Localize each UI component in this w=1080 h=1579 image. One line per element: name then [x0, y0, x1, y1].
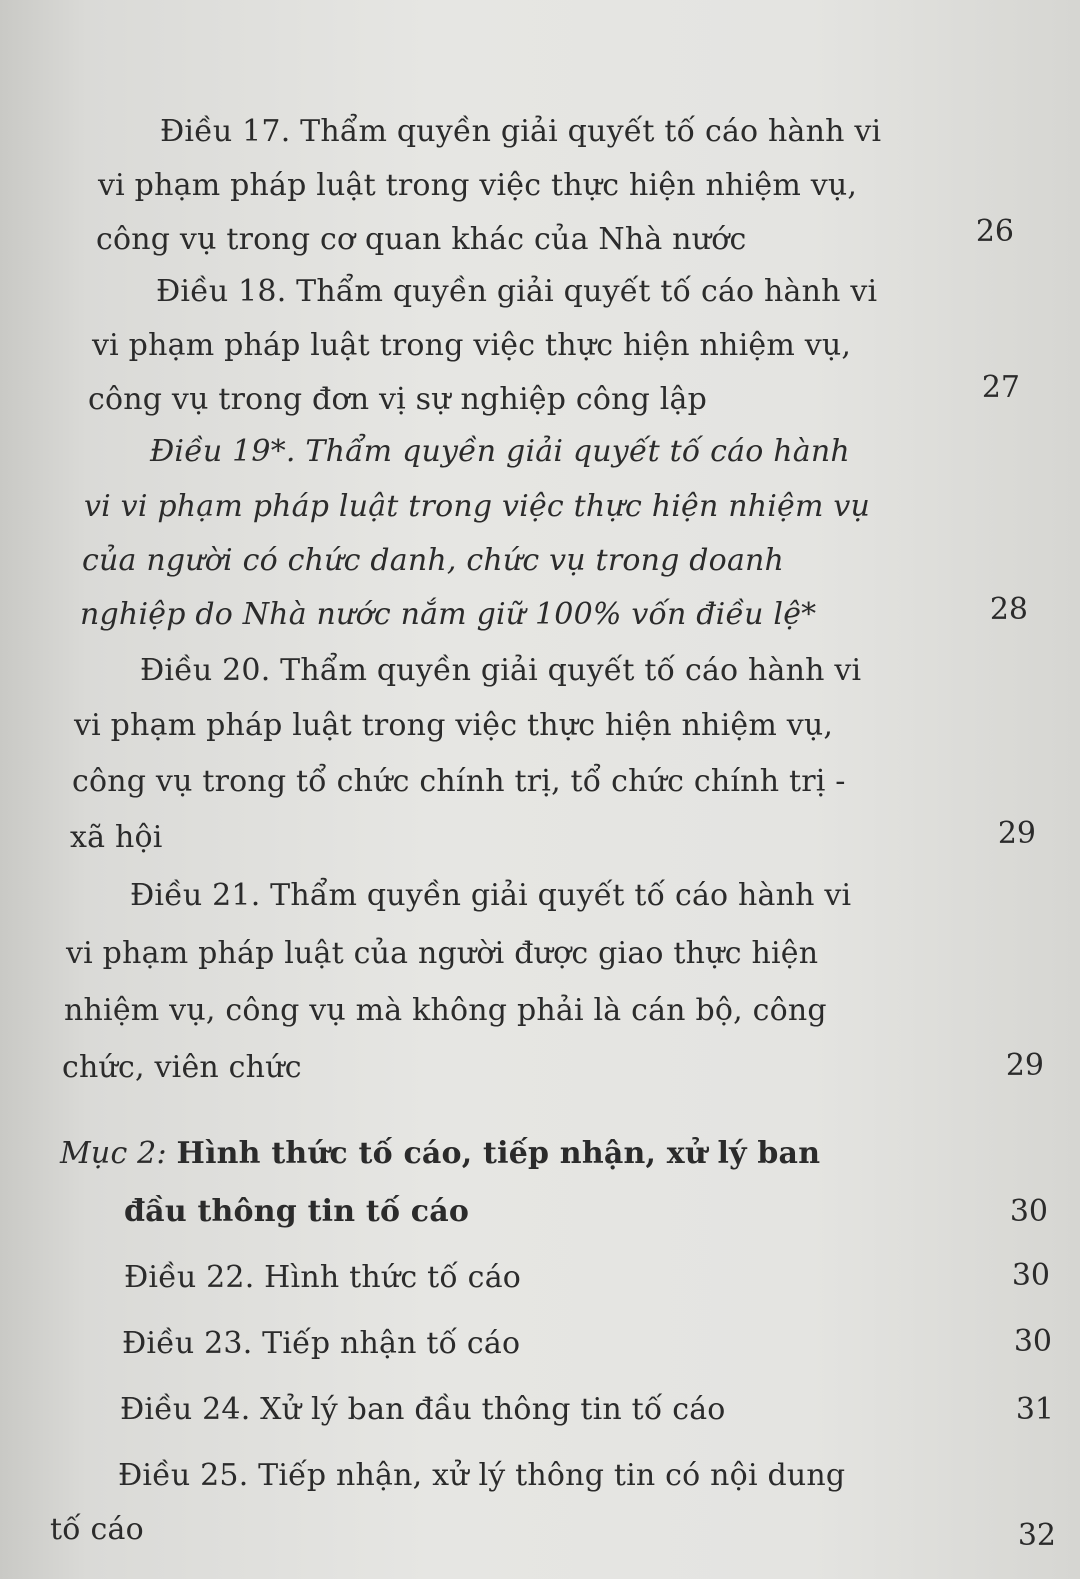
toc-entry-22-page: 30 [1011, 1258, 1050, 1293]
toc-entry-21-line-4: chức, viên chức [62, 1050, 302, 1085]
toc-entry-21-page: 29 [1005, 1048, 1044, 1083]
toc-entry-19-line-3: của người có chức danh, chức vụ trong doanh [82, 543, 785, 578]
toc-entry-25-line-2: tố cáo [50, 1512, 144, 1547]
toc-entry-17-page: 26 [975, 214, 1014, 249]
toc-entry-17-line-2: vi phạm pháp luật trong việc thực hiện nhiệm vụ, [98, 168, 858, 203]
toc-entry-25-page: 32 [1017, 1518, 1056, 1553]
toc-entry-21-line-2: vi phạm pháp luật của người được giao thực hiện [66, 936, 819, 971]
toc-entry-18-line-1: Điều 18. Thẩm quyền giải quyết tố cáo hành vi [156, 274, 878, 309]
toc-entry-20-page: 29 [997, 816, 1036, 851]
toc-entry-20-line-4: xã hội [70, 820, 163, 855]
toc-entry-23-page: 30 [1013, 1324, 1052, 1359]
toc-entry-18-page: 27 [981, 370, 1020, 405]
toc-entry-22: Điều 22. Hình thức tố cáo [124, 1260, 522, 1295]
toc-entry-18-line-2: vi phạm pháp luật trong việc thực hiện nhiệm vụ, [92, 328, 852, 363]
toc-entry-24-page: 31 [1015, 1392, 1054, 1427]
toc-entry-24: Điều 24. Xử lý ban đầu thông tin tố cáo [120, 1392, 726, 1427]
toc-entry-21-line-3: nhiệm vụ, công vụ mà không phải là cán bộ, công [64, 993, 827, 1028]
toc-entry-18-line-3: công vụ trong đơn vị sự nghiệp công lập [88, 382, 708, 417]
section-title-part-2: đầu thông tin tố cáo [124, 1194, 470, 1229]
toc-entry-19-line-1: Điều 19*. Thẩm quyền giải quyết tố cáo hành [150, 434, 850, 469]
section-title-part-1: Hình thức tố cáo, tiếp nhận, xử lý ban [176, 1136, 821, 1171]
section-prefix: Mục 2: [60, 1136, 167, 1171]
toc-entry-19-page: 28 [989, 592, 1028, 627]
toc-entry-20-line-2: vi phạm pháp luật trong việc thực hiện nhiệm vụ, [74, 708, 834, 743]
section-page: 30 [1009, 1194, 1048, 1229]
toc-entry-21-line-1: Điều 21. Thẩm quyền giải quyết tố cáo hành vi [130, 878, 852, 913]
toc-entry-25-line-1: Điều 25. Tiếp nhận, xử lý thông tin có nội dung [118, 1458, 846, 1493]
toc-entry-19-line-4: nghiệp do Nhà nước nắm giữ 100% vốn điều lệ* [80, 597, 817, 632]
toc-entry-20-line-1: Điều 20. Thẩm quyền giải quyết tố cáo hành vi [140, 653, 862, 688]
toc-entry-20-line-3: công vụ trong tổ chức chính trị, tổ chức chính trị - [72, 764, 846, 799]
toc-entry-19-line-2: vi vi phạm pháp luật trong việc thực hiện nhiệm vụ [84, 489, 871, 524]
toc-entry-17-line-1: Điều 17. Thẩm quyền giải quyết tố cáo hành vi [160, 114, 882, 149]
toc-entry-17-line-3: công vụ trong cơ quan khác của Nhà nước [96, 222, 747, 257]
section-heading-line-1 [60, 1134, 820, 1174]
toc-entry-23: Điều 23. Tiếp nhận tố cáo [122, 1326, 521, 1361]
